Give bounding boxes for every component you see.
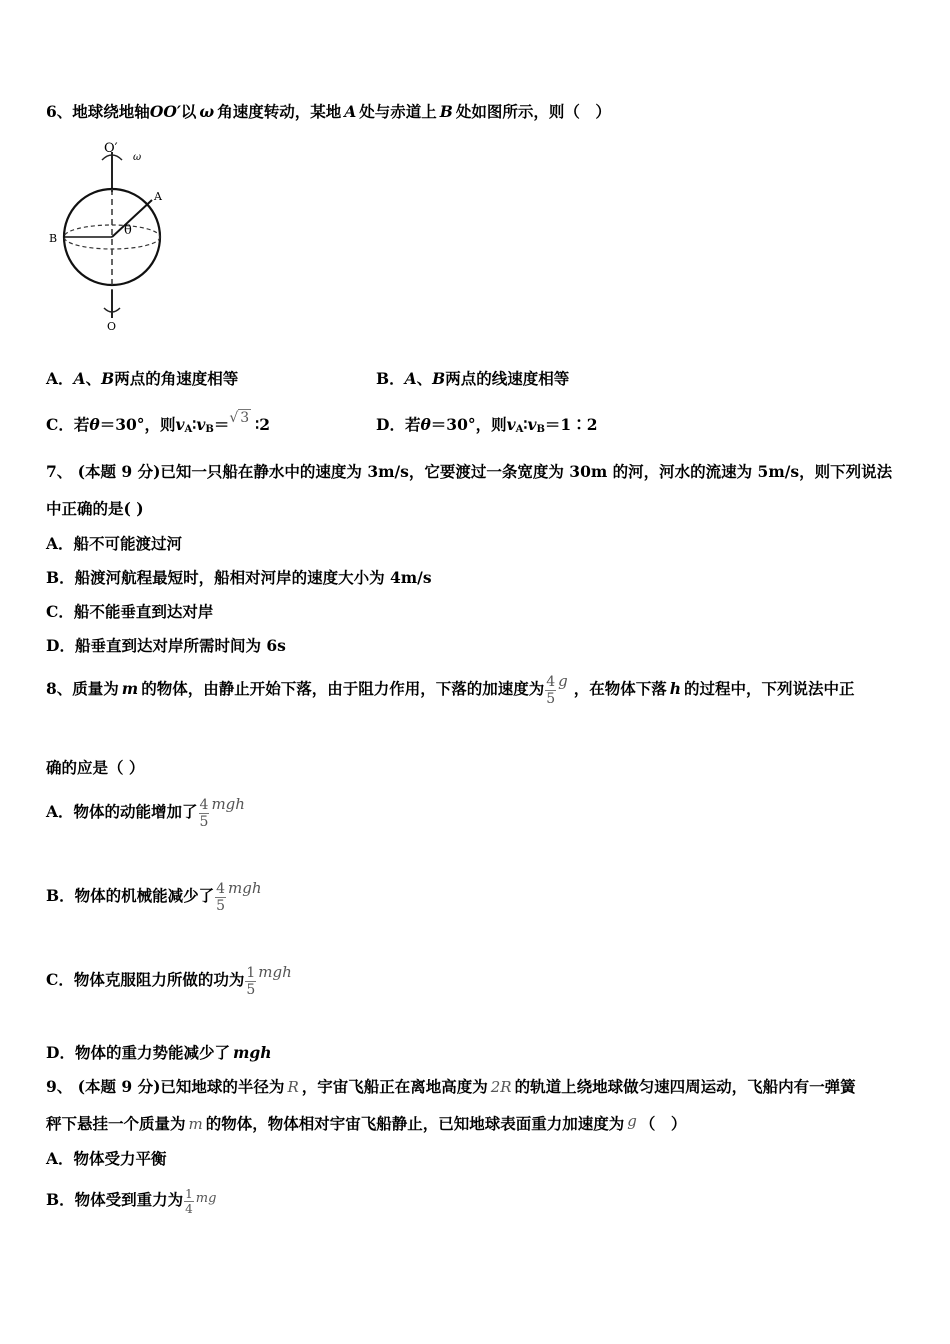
q9-text: 的物体，物体相对宇宙飞船静止，已知地球表面重力加速度为 [205, 1114, 625, 1133]
fraction-numerator: 4 [216, 880, 226, 897]
option-text: 两点的角速度相等 [114, 369, 239, 388]
fraction-numerator: 1 [246, 964, 256, 981]
option-text: A．物体的动能增加了 [46, 802, 198, 821]
subscript-b: B [205, 424, 214, 435]
point-b: B [101, 369, 115, 388]
label-o-prime: O′ [104, 141, 118, 156]
v-a: v [506, 415, 516, 434]
q9-stem-line1 [46, 1077, 856, 1097]
label-a: A [154, 190, 162, 203]
q8-text: 8、质量为 [46, 679, 119, 698]
mass-var: m [188, 1115, 203, 1133]
q9-text: （ ） [639, 1114, 687, 1133]
v-b: v [196, 415, 206, 434]
q6-option-b[interactable] [376, 369, 569, 389]
fraction-denominator: 5 [216, 897, 226, 914]
option-text: 两点的线速度相等 [445, 369, 570, 388]
label-b: B [49, 232, 58, 245]
sqrt-expression: √ 3 [229, 410, 250, 426]
q7-option-c[interactable]: C．船不能垂直到达对岸 [46, 602, 214, 621]
fraction-acceleration [545, 674, 556, 707]
q8-stem-line1 [46, 672, 855, 707]
q6-text: 地球绕地轴 [72, 102, 150, 121]
q9-text: 秤下悬挂一个质量为 [46, 1114, 186, 1133]
option-label: B． [376, 369, 405, 388]
q6-stem [46, 102, 611, 122]
radius-var: R [287, 1078, 299, 1096]
label-omega: ω [133, 152, 142, 163]
q6-text: 处如图所示，则（ ） [455, 102, 611, 121]
q9-text: ，宇宙飞船正在离地高度为 [301, 1077, 488, 1096]
label-theta: θ [124, 223, 132, 238]
option-text: ＝30°，则 [430, 415, 507, 434]
option-text: D．物体的重力势能减少了 [46, 1043, 230, 1062]
q9-option-b[interactable] [46, 1183, 216, 1219]
ratio-tail: ∶2 [255, 415, 270, 434]
fraction-numerator: 4 [546, 673, 556, 690]
q8-stem-line2: 确的应是（ ） [46, 758, 145, 777]
point-b: B [432, 369, 446, 388]
fraction [184, 1187, 194, 1216]
height-var: h [669, 679, 682, 698]
q8-option-d[interactable] [46, 1043, 271, 1063]
fraction-numerator: 4 [199, 796, 209, 813]
fraction-denominator: 5 [546, 690, 556, 707]
fraction-denominator: 5 [246, 981, 256, 998]
q6-omega: ω [199, 102, 215, 121]
q6-point-a: A [344, 102, 357, 121]
expression: mg [195, 1191, 217, 1206]
q8-text: 的过程中，下列说法中正 [684, 679, 855, 698]
gravity-var: g [558, 672, 568, 690]
option-text: C．物体克服阻力所做的功为 [46, 970, 245, 989]
q6-number: 6、 [46, 102, 73, 121]
q6-text: 处与赤道上 [359, 102, 437, 121]
separator: 、 [416, 369, 433, 388]
gravity-var: g [627, 1112, 637, 1130]
subscript-b: B [536, 424, 545, 435]
q6-axis: OO′ [149, 102, 181, 121]
q6-text: 角速度转动，某地 [217, 102, 342, 121]
radius-line-a [112, 200, 152, 237]
q6-point-b: B [439, 102, 453, 121]
option-text: ＝30°，则 [99, 415, 176, 434]
option-label: A． [46, 369, 74, 388]
option-label: C．若 [46, 415, 90, 434]
option-text: B．物体受到重力为 [46, 1190, 184, 1209]
expression: mgh [211, 795, 245, 813]
q7-option-a[interactable]: A．船不可能渡过河 [46, 534, 183, 553]
q8-text: 的物体，由静止开始下落，由于阻力作用，下落的加速度为 [141, 679, 545, 698]
q6-text: 以 [180, 102, 197, 121]
fraction [245, 965, 256, 998]
q6-option-c[interactable] [46, 410, 270, 440]
theta: θ [420, 415, 431, 434]
label-o: O [107, 320, 117, 333]
option-text: B．物体的机械能减少了 [46, 886, 215, 905]
theta: θ [89, 415, 100, 434]
q8-option-b[interactable] [46, 879, 262, 914]
fraction [199, 797, 210, 830]
q9-text: 的轨道上绕地球做匀速四周运动，飞船内有一弹簧 [514, 1077, 856, 1096]
v-a: v [175, 415, 185, 434]
v-b: v [527, 415, 537, 434]
q7-option-b[interactable]: B．船渡河航程最短时，船相对河岸的速度大小为 4m/s [46, 568, 432, 587]
option-label: D．若 [376, 415, 421, 434]
subscript-a: A [515, 424, 524, 435]
q6-option-a[interactable] [46, 369, 238, 389]
subscript-a: A [184, 424, 193, 435]
q9-stem-line2 [46, 1114, 686, 1134]
separator: 、 [85, 369, 102, 388]
expression: mgh [258, 963, 292, 981]
q8-option-c[interactable] [46, 963, 292, 998]
expression: mgh [228, 879, 262, 897]
colon: ∶ [523, 415, 528, 434]
q8-option-a[interactable] [46, 795, 245, 830]
equals: ＝ [213, 415, 230, 434]
fraction-denominator: 5 [199, 813, 209, 830]
q6-option-d[interactable] [376, 415, 598, 440]
colon: ∶ [192, 415, 197, 434]
orbit-height-var: 2R [490, 1078, 512, 1096]
mass-var: m [121, 679, 139, 698]
q9-option-a[interactable]: A．物体受力平衡 [46, 1149, 167, 1168]
sqrt-argument: 3 [240, 410, 250, 426]
q7-stem-line2: 中正确的是( ) [46, 499, 144, 518]
q9-text: 9、 (本题 9 分)已知地球的半径为 [46, 1077, 285, 1096]
point-a: A [404, 369, 417, 388]
q7-stem-line1: 7、 (本题 9 分)已知一只船在静水中的速度为 3m/s，它要渡过一条宽度为 30m 的河，河水的流速为 5m/s，则下列说法 [46, 462, 893, 481]
fraction-numerator: 1 [185, 1186, 193, 1201]
ratio-tail: ＝1∶2 [544, 415, 598, 434]
expression: mgh [232, 1043, 272, 1062]
q8-text: ，在物体下落 [573, 679, 667, 698]
fraction-denominator: 4 [185, 1201, 193, 1216]
fraction [215, 881, 226, 914]
point-a: A [73, 369, 86, 388]
q7-option-d[interactable]: D．船垂直到达对岸所需时间为 6s [46, 636, 286, 655]
earth-figure [44, 140, 184, 335]
